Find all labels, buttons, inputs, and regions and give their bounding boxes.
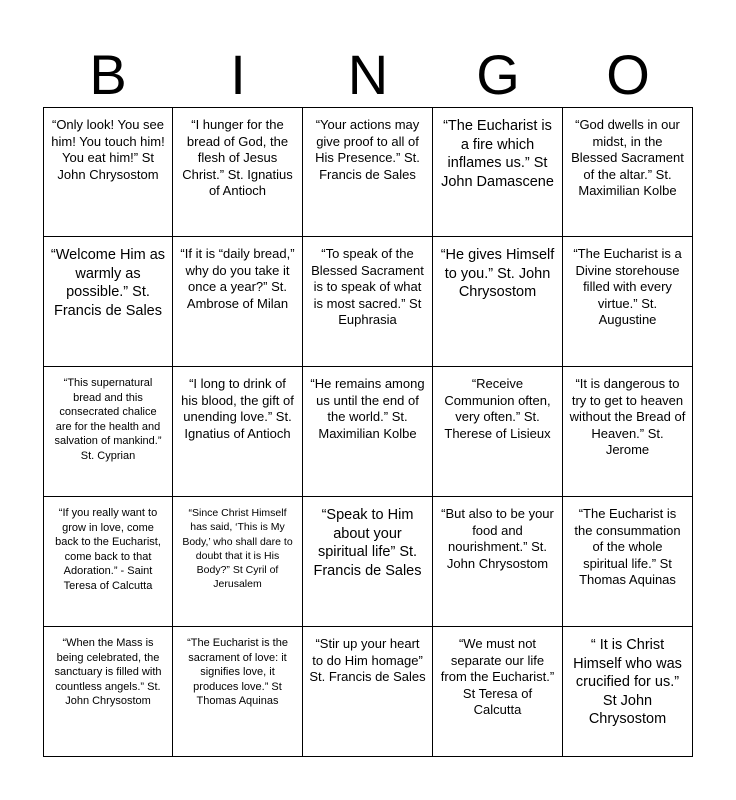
bingo-cell-r4-c4 [433, 497, 563, 627]
bingo-cell-text: “Welcome Him as warmly as possible.” St. Francis de Sales [50, 247, 166, 319]
bingo-cell-r1-c2 [173, 107, 303, 237]
bingo-cell-r2-c1 [43, 237, 173, 367]
bingo-cell-r5-c3 [303, 627, 433, 757]
bingo-cell-r5-c5 [563, 627, 693, 757]
bingo-cell-text: “This supernatural bread and this consecrated chalice are for the health and salvation of mankind.” St. Cyprian [54, 377, 162, 462]
bingo-cell-r3-c1 [43, 367, 173, 497]
header-letter-n: N [347, 43, 389, 106]
bingo-cell-text: “Only look! You see him! You touch him! You eat him!” St John Chrysostom [51, 117, 165, 182]
bingo-cell-r5-c4 [433, 627, 563, 757]
bingo-cell-text: “He remains among us until the end of the world.” St. Maximilian Kolbe [310, 376, 425, 441]
bingo-cell-r3-c5 [563, 367, 693, 497]
header-letter-b: B [89, 43, 127, 106]
bingo-cell-r2-c5 [563, 237, 693, 367]
bingo-cell-text: “When the Mass is being celebrated, the sanctuary is filled with countless angels.” St. John Chrysostom [54, 637, 162, 707]
bingo-cell-text: “If you really want to grow in love, come back to the Eucharist, come back to that Adoration.” - Saint Teresa of Calcutta [55, 507, 161, 592]
bingo-cell-r2-c4 [433, 237, 563, 367]
bingo-cell-text: “I long to drink of his blood, the gift of unending love.” St. Ignatius of Antioch [181, 376, 294, 441]
bingo-cell-r4-c2 [173, 497, 303, 627]
bingo-cell-r2-c3 [303, 237, 433, 367]
bingo-cell-r3-c2 [173, 367, 303, 497]
bingo-cell-text: “Speak to Him about your spiritual life” St. Francis de Sales [313, 507, 422, 579]
bingo-cell-text: “Stir up your heart to do Him homage” St. Francis de Sales [309, 636, 426, 684]
bingo-header [43, 44, 693, 106]
bingo-cell-text: “Receive Communion often, very often.” St. Therese of Lisieux [444, 376, 551, 441]
bingo-cell-text: “God dwells in our midst, in the Blessed Sacrament of the altar.” St. Maximilian Kolbe [571, 117, 684, 198]
bingo-cell-text: “But also to be your food and nourishment.” St. John Chrysostom [441, 506, 554, 571]
bingo-cell-text: “The Eucharist is a fire which inflames us.” St John Damascene [441, 118, 554, 190]
bingo-cell-text: “He gives Himself to you.” St. John Chrysostom [440, 247, 555, 300]
bingo-cell-text: “I hunger for the bread of God, the flesh of Jesus Christ.” St. Ignatius of Antioch [182, 117, 293, 198]
bingo-cell-r2-c2 [173, 237, 303, 367]
bingo-cell-r3-c4 [433, 367, 563, 497]
bingo-cell-r4-c5 [563, 497, 693, 627]
header-letter-g: G [476, 43, 520, 106]
bingo-cell-text: “The Eucharist is the sacrament of love: it signifies love, it produces love.” St Thomas Aquinas [187, 637, 288, 707]
bingo-cell-text: “If it is “daily bread,” why do you take it once a year?” St. Ambrose of Milan [180, 246, 295, 311]
bingo-cell-r1-c4 [433, 107, 563, 237]
bingo-cell-r1-c5 [563, 107, 693, 237]
bingo-cell-text: “It is dangerous to try to get to heaven without the Bread of Heaven.” St. Jerome [569, 376, 686, 457]
bingo-cell-r5-c1 [43, 627, 173, 757]
bingo-cell-r4-c3 [303, 497, 433, 627]
bingo-cell-r4-c1 [43, 497, 173, 627]
header-letter-i: I [230, 43, 246, 106]
bingo-cell-r5-c2 [173, 627, 303, 757]
bingo-grid [43, 107, 693, 757]
bingo-cell-text: “ It is Christ Himself who was crucified for us.” St John Chrysostom [573, 637, 682, 727]
bingo-cell-text: “To speak of the Blessed Sacrament is to speak of what is most sacred.” St Euphrasia [311, 246, 424, 327]
bingo-cell-r1-c3 [303, 107, 433, 237]
bingo-cell-text: “The Eucharist is the consummation of the whole spiritual life.” St Thomas Aquinas [574, 506, 681, 587]
bingo-cell-text: “Since Christ Himself has said, ‘This is My Body,’ who shall dare to doubt that it is His Body?” St Cyril of Jerusalem [182, 507, 293, 591]
bingo-cell-text: “The Eucharist is a Divine storehouse filled with every virtue.” St. Augustine [573, 246, 682, 327]
header-letter-o: O [606, 43, 650, 106]
bingo-cell-r1-c1 [43, 107, 173, 237]
bingo-cell-text: “Your actions may give proof to all of His Presence.” St. Francis de Sales [315, 117, 420, 182]
bingo-cell-text: “We must not separate our life from the Eucharist.” St Teresa of Calcutta [440, 636, 555, 717]
bingo-cell-r3-c3 [303, 367, 433, 497]
